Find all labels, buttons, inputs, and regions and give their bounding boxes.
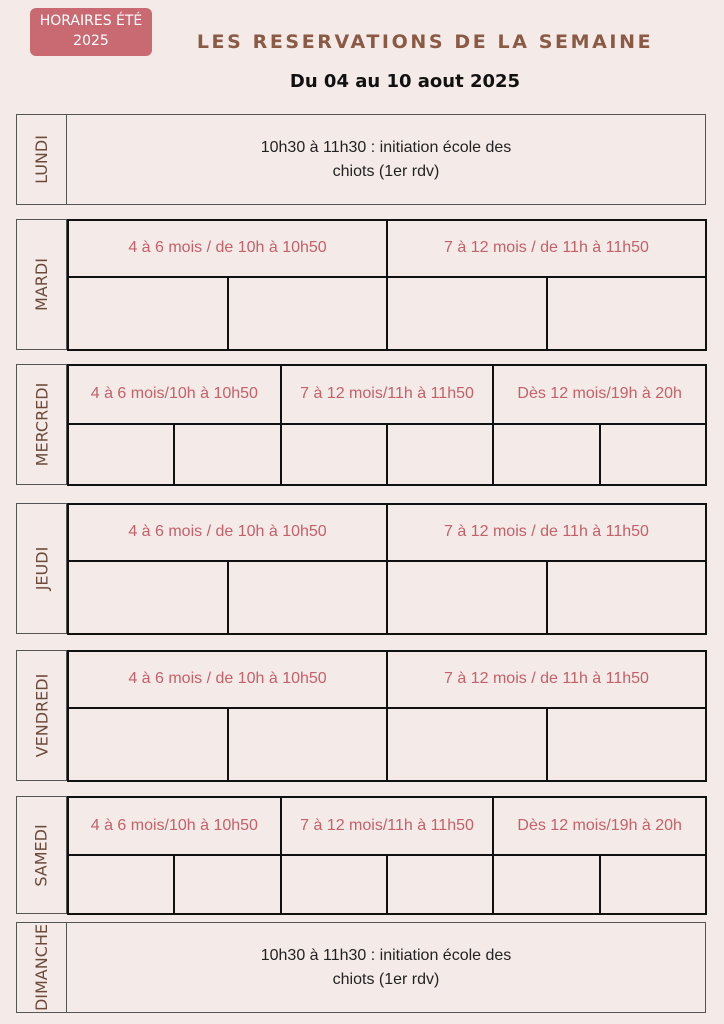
slot-header: Dès 12 mois/19h à 20h	[492, 798, 705, 854]
booking-cell[interactable]	[173, 425, 279, 484]
booking-cells-row	[69, 562, 705, 633]
day-row-mercredi	[16, 364, 706, 485]
slot-header: 4 à 6 mois / de 10h à 10h50	[128, 523, 327, 540]
booking-cell[interactable]	[227, 562, 387, 633]
session-note	[67, 944, 705, 992]
slot-header: 7 à 12 mois / de 11h à 11h50	[386, 652, 705, 707]
note-line-1: 10h30 à 11h30 : initiation école des	[260, 138, 512, 156]
booking-cell[interactable]	[599, 856, 705, 913]
booking-cell[interactable]	[173, 856, 279, 913]
slot-header: 7 à 12 mois/11h à 11h50	[280, 798, 493, 854]
season-badge	[30, 8, 152, 56]
slot-header-row	[69, 652, 705, 709]
badge-line-1: HORAIRES ÉTÉ	[39, 13, 143, 29]
booking-cell[interactable]	[69, 278, 227, 349]
booking-cell[interactable]	[492, 425, 598, 484]
slot-header-row	[69, 221, 705, 278]
day-label: JEUDI	[31, 546, 51, 591]
booking-cell[interactable]	[546, 562, 706, 633]
day-content	[67, 923, 705, 1012]
booking-cell[interactable]	[280, 425, 386, 484]
slot-header-row	[69, 366, 705, 425]
session-note	[67, 136, 705, 184]
day-label-cell	[17, 797, 67, 913]
slot-header: 7 à 12 mois/11h à 11h50	[280, 366, 493, 423]
booking-grid	[67, 364, 707, 486]
booking-cells-row	[69, 856, 705, 913]
slot-header-row	[69, 798, 705, 856]
day-row-dimanche	[16, 922, 706, 1013]
booking-cell[interactable]	[386, 278, 546, 349]
day-label: MERCREDI	[32, 382, 52, 467]
day-content	[67, 220, 705, 349]
booking-cell[interactable]	[386, 425, 492, 484]
day-label-cell	[17, 651, 67, 780]
booking-cell[interactable]	[546, 278, 706, 349]
note-line-2: chiots (1er rdv)	[332, 970, 440, 988]
day-content	[67, 504, 705, 633]
booking-cell[interactable]	[227, 278, 387, 349]
day-label: MARDI	[32, 258, 51, 311]
booking-cell[interactable]	[546, 709, 706, 780]
badge-line-2: 2025	[73, 33, 109, 49]
day-label: SAMEDI	[32, 823, 52, 887]
day-row-vendredi	[16, 650, 706, 781]
note-line-2: chiots (1er rdv)	[332, 162, 440, 180]
day-content	[67, 651, 705, 780]
slot-header: 4 à 6 mois/10h à 10h50	[90, 816, 258, 834]
note-line-1: 10h30 à 11h30 : initiation école des	[260, 946, 512, 964]
booking-cells-row	[69, 425, 705, 484]
day-label: DIMANCHE	[32, 923, 52, 1012]
booking-grid	[67, 796, 707, 915]
day-row-jeudi	[16, 503, 706, 634]
booking-cell[interactable]	[492, 856, 598, 913]
day-content	[67, 365, 705, 484]
day-label-cell	[17, 365, 67, 484]
booking-grid	[67, 503, 707, 635]
page-title: LES RESERVATIONS DE LA SEMAINE	[196, 31, 654, 53]
booking-cell[interactable]	[69, 856, 173, 913]
day-content	[67, 115, 705, 204]
booking-cell[interactable]	[599, 425, 705, 484]
day-row-mardi	[16, 219, 706, 350]
booking-cells-row	[69, 709, 705, 780]
day-label-cell	[17, 923, 67, 1012]
booking-cell[interactable]	[386, 562, 546, 633]
booking-cell[interactable]	[69, 562, 227, 633]
booking-cell[interactable]	[386, 856, 492, 913]
day-row-lundi	[16, 114, 706, 205]
day-label-cell	[17, 115, 67, 204]
day-row-samedi	[16, 796, 706, 914]
day-content	[67, 797, 705, 913]
slot-header: 7 à 12 mois / de 11h à 11h50	[386, 505, 705, 560]
day-label: LUNDI	[32, 135, 51, 184]
booking-cell[interactable]	[280, 856, 386, 913]
day-label-cell	[17, 220, 67, 349]
booking-cell[interactable]	[227, 709, 387, 780]
booking-grid	[67, 219, 707, 351]
day-label: VENDREDI	[32, 673, 52, 758]
day-label-cell	[17, 504, 67, 633]
date-range: Du 04 au 10 aout 2025	[289, 71, 521, 92]
slot-header: 7 à 12 mois / de 11h à 11h50	[386, 221, 705, 276]
slot-header-row	[69, 505, 705, 562]
slot-header: 4 à 6 mois/10h à 10h50	[90, 385, 258, 402]
booking-cell[interactable]	[69, 425, 173, 484]
slot-header: Dès 12 mois/19h à 20h	[492, 366, 705, 423]
booking-cell[interactable]	[386, 709, 546, 780]
booking-grid	[67, 650, 707, 782]
slot-header: 4 à 6 mois / de 10h à 10h50	[128, 670, 327, 687]
slot-header: 4 à 6 mois / de 10h à 10h50	[128, 239, 327, 256]
booking-cells-row	[69, 278, 705, 349]
booking-cell[interactable]	[69, 709, 227, 780]
